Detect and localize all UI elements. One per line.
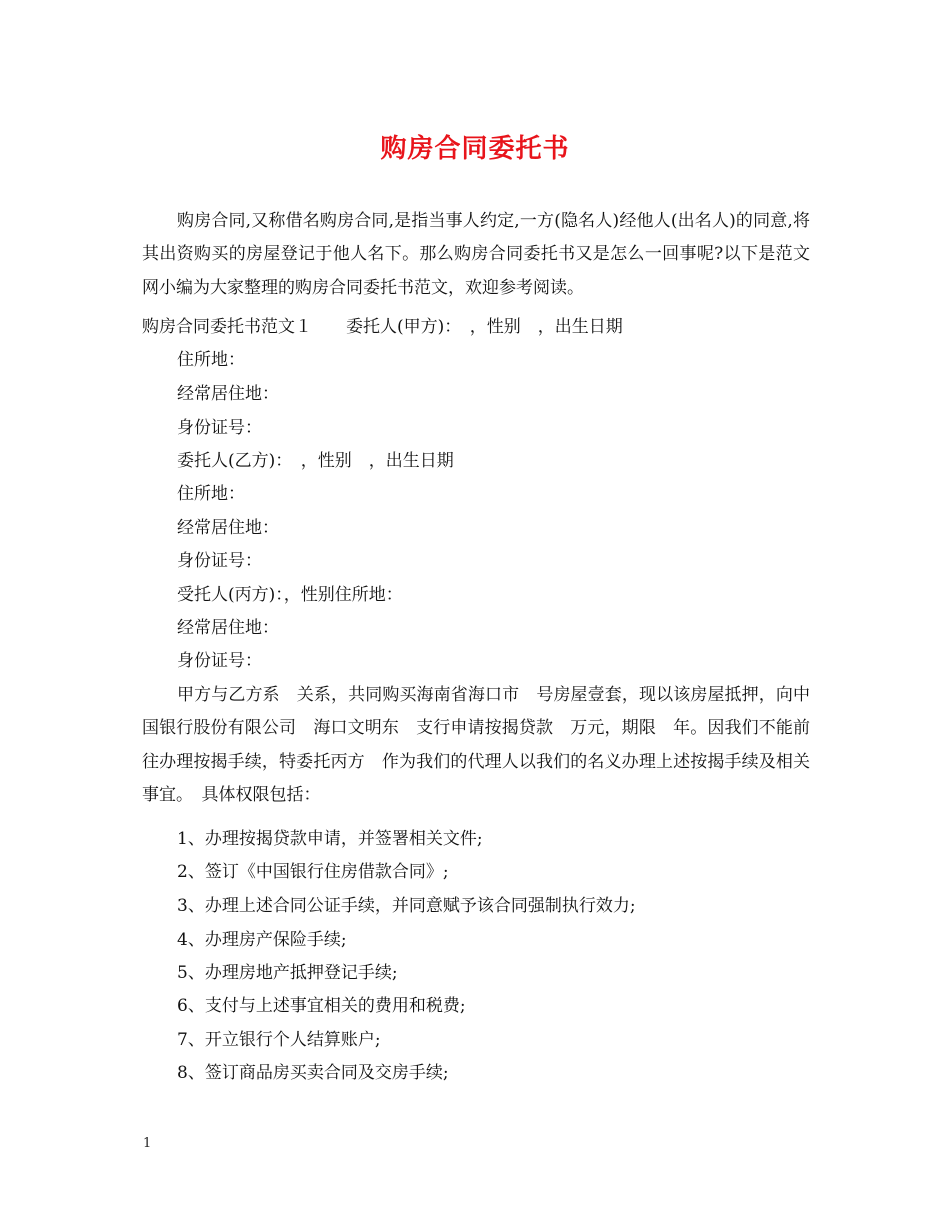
- party-a-residence: 住所地：: [177, 350, 245, 370]
- list-item: 2、签订《中国银行住房借款合同》;: [177, 862, 449, 882]
- party-b-habitual-residence: 经常居住地：: [177, 518, 279, 538]
- document-title: 购房合同委托书: [380, 134, 570, 164]
- party-a-habitual-residence: 经常居住地：: [177, 384, 279, 404]
- page-number: 1: [143, 1136, 152, 1151]
- list-item: 3、办理上述合同公证手续，并同意赋予该合同强制执行效力;: [177, 896, 636, 916]
- party-a-id-number: 身份证号：: [177, 418, 262, 438]
- main-paragraph: 甲方与乙方系 关系，共同购买海南省海口市 号房屋壹套，现以该房屋抵押，向中国银行股份有限公司 海口文明东 支行申请按揭贷款 万元，期限 年。因我们不能前往办理按揭手续，特委托丙方 作为我们的代理人以我们的名义办理上述按揭手续及相关事宜。 具体权限包括：: [142, 685, 810, 806]
- sample-heading: 购房合同委托书范文１ 委托人(甲方)： ，性别 ，出生日期: [142, 317, 623, 337]
- intro-paragraph: 购房合同,又称借名购房合同,是指当事人约定,一方(隐名人)经他人(出名人)的同意,将其出资购买的房屋登记于他人名下。那么购房合同委托书又是怎么一回事呢?以下是范文网小编为大家整理的购房合同委托书范文，欢迎参考阅读。: [142, 211, 810, 298]
- list-item: 8、签订商品房买卖合同及交房手续;: [177, 1063, 449, 1083]
- list-item: 6、支付与上述事宜相关的费用和税费;: [177, 996, 466, 1016]
- party-b-id-number: 身份证号：: [177, 551, 262, 571]
- party-c-habitual-residence: 经常居住地：: [177, 618, 279, 638]
- list-item: 1、办理按揭贷款申请，并签署相关文件;: [177, 829, 483, 849]
- party-c-id-number: 身份证号：: [177, 651, 262, 671]
- list-item: 4、办理房产保险手续;: [177, 930, 347, 950]
- party-b-residence: 住所地：: [177, 484, 245, 504]
- list-item: 5、办理房地产抵押登记手续;: [177, 963, 398, 983]
- party-b-heading: 委托人(乙方)： ，性别 ，出生日期: [177, 451, 454, 471]
- list-item: 7、开立银行个人结算账户;: [177, 1030, 381, 1050]
- party-c-heading: 受托人(丙方)：，性别住所地：: [177, 585, 403, 605]
